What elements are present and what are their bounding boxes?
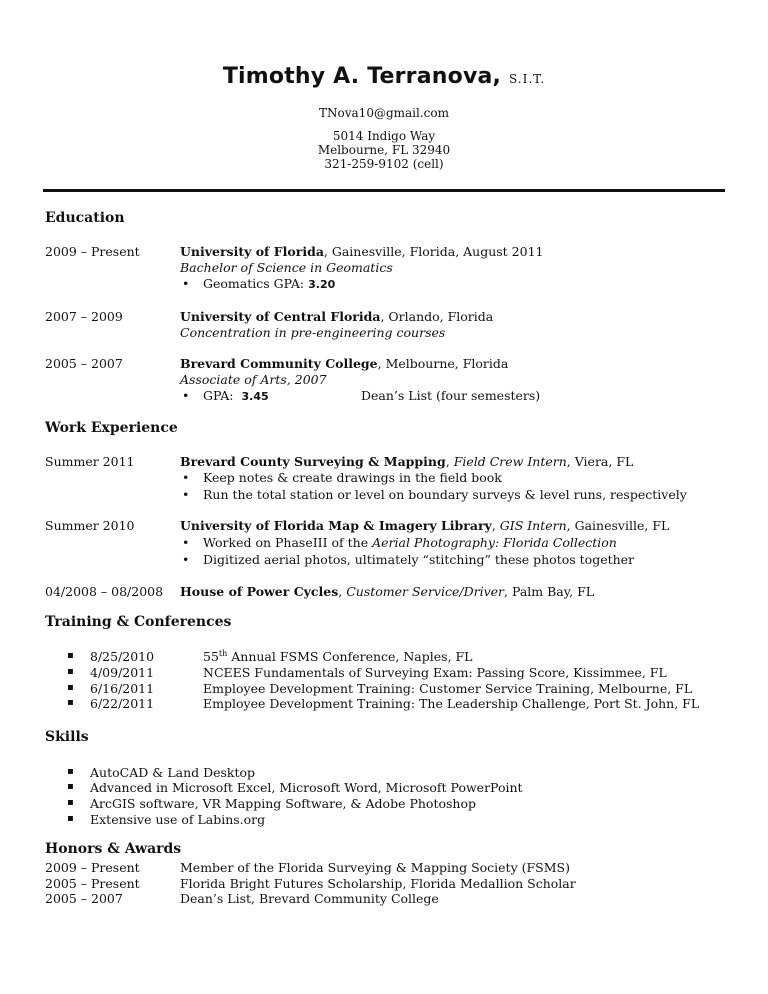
skill-item: ▪ ArcGIS software, VR Mapping Software, & Adobe Photoshop <box>90 796 476 811</box>
section-heading-training: Training & Conferences <box>45 614 232 630</box>
honor-text: Member of the Florida Surveying & Mapping Society (FSMS) <box>180 860 570 875</box>
honor-date: 2009 – Present <box>45 860 140 875</box>
note-text: Concentration in pre-engineering courses <box>180 325 446 340</box>
school-location: , Melbourne, Florida <box>377 356 509 371</box>
header-divider <box>43 189 725 192</box>
school-name: University of Florida <box>180 244 324 259</box>
job-role: GIS Intern <box>499 518 567 533</box>
gpa-value: 3.20 <box>308 278 336 291</box>
separator: , <box>338 584 347 599</box>
skill-item: ▪ Extensive use of Labins.org <box>90 812 265 827</box>
honor-text: Florida Bright Futures Scholarship, Florida Medallion Scholar <box>180 876 576 891</box>
work-date: Summer 2011 <box>45 454 135 469</box>
skill-item: ▪ AutoCAD & Land Desktop <box>90 765 255 780</box>
edu-school-line <box>180 244 544 259</box>
ordinal-number: 55 <box>203 649 219 664</box>
name-text: Timothy A. Terranova, <box>222 64 502 89</box>
edu-note <box>180 325 445 340</box>
edu-date: 2009 – Present <box>45 244 140 259</box>
section-heading-skills: Skills <box>45 729 89 745</box>
gpa-value: 3.45 <box>241 390 269 403</box>
work-title-line <box>180 518 669 533</box>
work-title-line <box>180 454 633 469</box>
edu-date: 2005 – 2007 <box>45 356 123 371</box>
collection-name: Aerial Photography: Florida Collection <box>372 535 617 550</box>
separator: , <box>491 518 500 533</box>
skill-item: ▪ Advanced in Microsoft Excel, Microsoft Word, Microsoft PowerPoint <box>90 780 523 795</box>
credential: S.I.T. <box>508 72 546 86</box>
job-location: , Viera, FL <box>566 454 634 469</box>
gpa-bullet <box>203 276 335 291</box>
address-line-2: Melbourne, FL 32940 <box>317 143 451 157</box>
employer: House of Power Cycles <box>180 584 339 599</box>
training-text: Employee Development Training: The Leadership Challenge, Port St. John, FL <box>203 696 700 711</box>
school-location: , Orlando, Florida <box>380 309 494 324</box>
edu-school-line <box>180 356 508 371</box>
work-title-line <box>180 584 594 599</box>
work-date: 04/2008 – 08/2008 <box>45 584 164 599</box>
training-text: Employee Development Training: Customer Service Training, Melbourne, FL <box>203 681 693 696</box>
degree <box>180 260 393 275</box>
edu-date: 2007 – 2009 <box>45 309 123 324</box>
ordinal-suffix: th <box>218 648 228 658</box>
honor-date: 2005 – Present <box>45 876 140 891</box>
separator: , <box>445 454 454 469</box>
gpa-label: GPA: <box>203 388 234 403</box>
honor-text: Dean’s List, Brevard Community College <box>180 891 439 906</box>
work-bullet: • Run the total station or level on boundary surveys & level runs, respectively <box>203 487 687 502</box>
work-date: Summer 2010 <box>45 518 135 533</box>
school-location: , Gainesville, Florida, August 2011 <box>323 244 544 259</box>
employer: Brevard County Surveying & Mapping <box>180 454 446 469</box>
training-text <box>203 649 472 664</box>
school-name: University of Central Florida <box>180 309 381 324</box>
job-role: Field Crew Intern <box>453 454 567 469</box>
work-bullet: • Digitized aerial photos, ultimately “stitching” these photos together <box>203 552 634 567</box>
section-heading-education: Education <box>45 210 125 226</box>
bullet-text: Worked on PhaseIII of the <box>203 535 373 550</box>
training-date: ▪ 8/25/2010 <box>90 649 154 664</box>
deans-list-note: Dean’s List (four semesters) <box>361 388 541 403</box>
gpa-label: Geomatics GPA: <box>203 276 305 291</box>
address-line-1: 5014 Indigo Way <box>332 129 436 143</box>
honor-date: 2005 – 2007 <box>45 891 123 906</box>
training-text: NCEES Fundamentals of Surveying Exam: Passing Score, Kissimmee, FL <box>203 665 667 680</box>
school-name: Brevard Community College <box>180 356 378 371</box>
work-bullet <box>203 535 617 550</box>
degree <box>180 372 327 387</box>
job-location: , Gainesville, FL <box>566 518 670 533</box>
training-desc: Annual FSMS Conference, Naples, FL <box>227 649 473 664</box>
employer: University of Florida Map & Imagery Library <box>180 518 492 533</box>
degree-text: Associate of Arts, 2007 <box>180 372 327 387</box>
degree-text: Bachelor of Science in Geomatics <box>180 260 393 275</box>
training-date: ▪ 6/22/2011 <box>90 696 154 711</box>
section-heading-honors: Honors & Awards <box>45 841 182 857</box>
section-heading-work: Work Experience <box>45 420 178 436</box>
gpa-bullet <box>203 388 269 403</box>
resume-name <box>0 64 768 89</box>
work-bullet: • Keep notes & create drawings in the field book <box>203 470 502 485</box>
job-role: Customer Service/Driver <box>346 584 505 599</box>
phone: 321-259-9102 (cell) <box>324 157 444 171</box>
training-date: ▪ 6/16/2011 <box>90 681 154 696</box>
job-location: , Palm Bay, FL <box>504 584 595 599</box>
training-date: ▪ 4/09/2011 <box>90 665 154 680</box>
email: TNova10@gmail.com <box>319 106 449 120</box>
edu-school-line <box>180 309 493 324</box>
